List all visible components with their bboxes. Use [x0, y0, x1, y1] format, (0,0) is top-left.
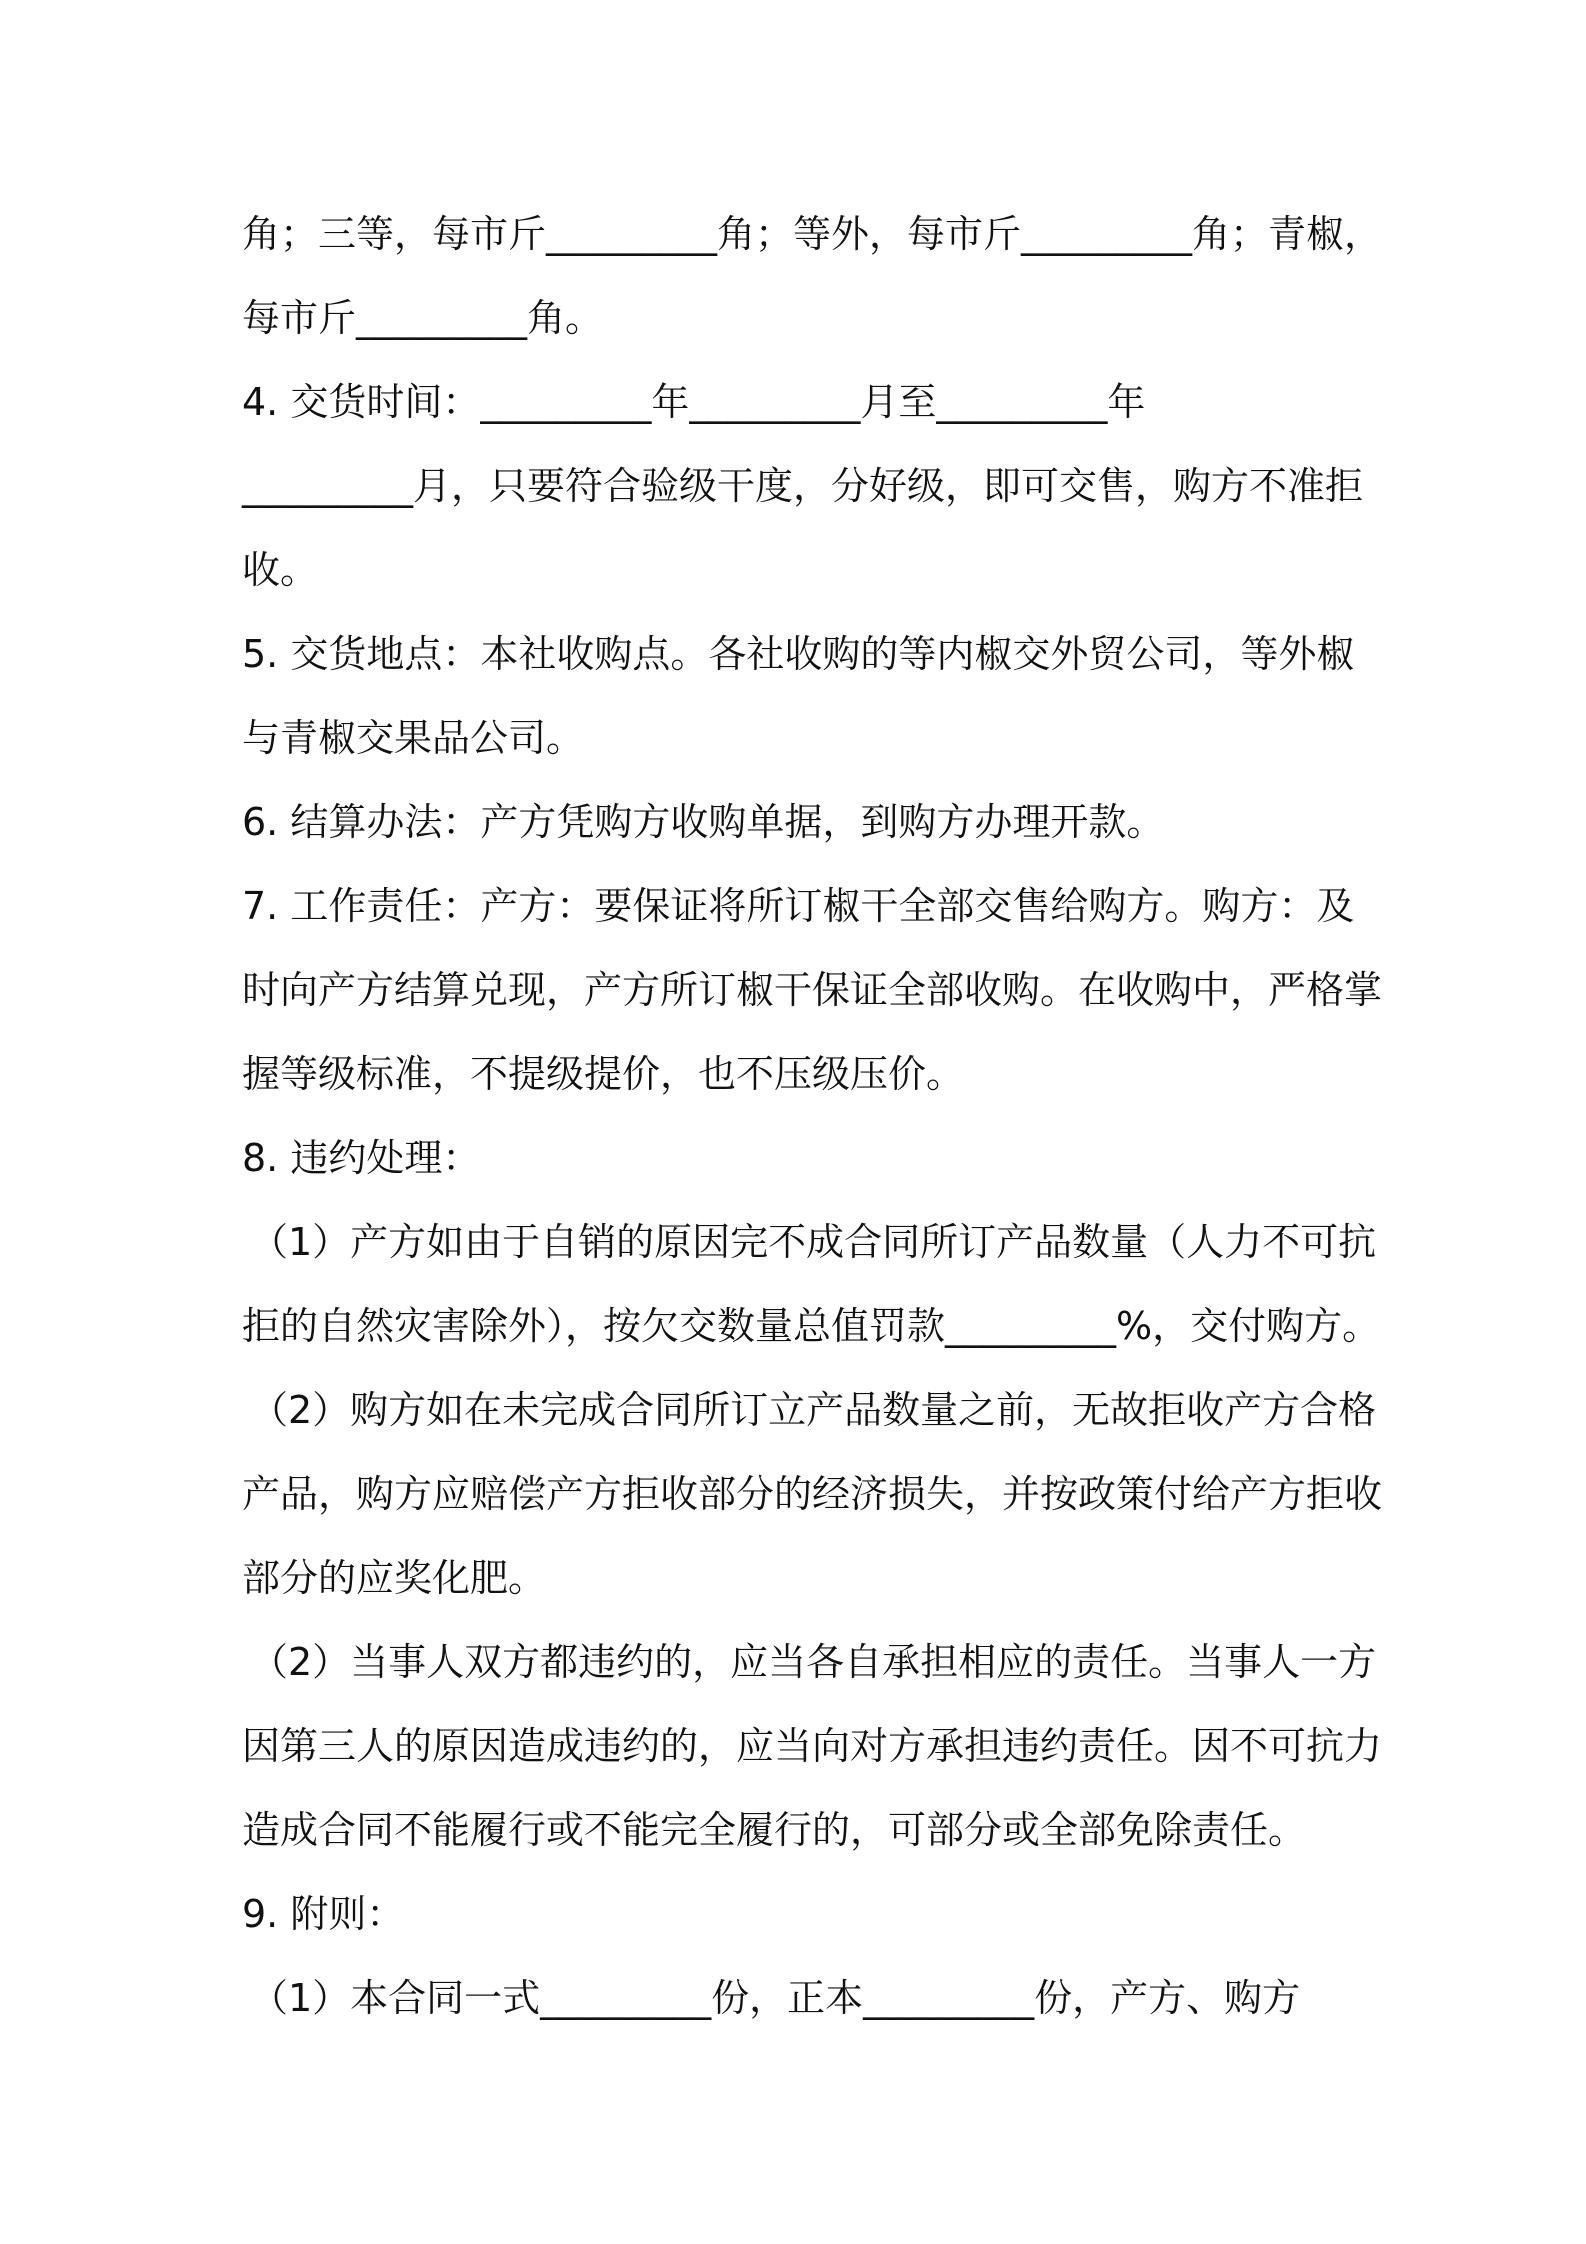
- text-line-11: 握等级标准，不提级提价，也不压级压价。: [242, 1052, 965, 1096]
- work-responsibility-clause: 7. 工作责任：产方：要保证将所订椒干全部交售给购方。购方：及: [242, 884, 1355, 928]
- settlement-clause: 6. 结算办法：产方凭购方收购单据，到购方办理开款。: [242, 800, 1165, 844]
- breach-item-2-line-2: 产品，购方应赔偿产方拒收部分的经济损失，并按政策付给产方拒收: [242, 1472, 1383, 1516]
- delivery-time-clause: 4. 交货时间：_________年_________月至_________年: [242, 380, 1146, 424]
- text-line-4: _________月，只要符合验级干度，分好级，即可交售，购方不准拒: [242, 464, 1364, 508]
- text-line-5: 收。: [242, 548, 319, 592]
- breach-item-3-line-2: 因第三人的原因造成违约的，应当向对方承担违约责任。因不可抗力: [242, 1724, 1383, 1768]
- breach-item-3-line-3: 造成合同不能履行或不能完全履行的，可部分或全部免除责任。: [242, 1808, 1307, 1852]
- supplementary-heading: 9. 附则：: [242, 1892, 405, 1936]
- breach-item-2-line-3: 部分的应奖化肥。: [242, 1556, 547, 1600]
- text-line-2: 每市斤_________角。: [242, 296, 604, 340]
- breach-item-2-line-1: （2）购方如在未完成合同所订立产品数量之前，无故拒收产方合格: [250, 1388, 1377, 1432]
- text-line-1: 角；三等，每市斤_________角；等外，每市斤_________角；青椒，: [242, 212, 1383, 256]
- contract-text: [242, 192, 1382, 2040]
- supplementary-item-1: （1）本合同一式_________份，正本_________份，产方、购方: [250, 1976, 1301, 2020]
- delivery-location-clause: 5. 交货地点：本社收购点。各社收购的等内椒交外贸公司，等外椒: [242, 632, 1355, 676]
- text-line-10: 时向产方结算兑现，产方所订椒干保证全部收购。在收购中，严格掌: [242, 968, 1383, 1012]
- text-line-7: 与青椒交果品公司。: [242, 716, 585, 760]
- breach-handling-heading: 8. 违约处理：: [242, 1136, 481, 1180]
- breach-item-3-line-1: （2）当事人双方都违约的，应当各自承担相应的责任。当事人一方: [250, 1640, 1377, 1684]
- breach-item-1-line-2: 拒的自然灾害除外），按欠交数量总值罚款_________%，交付购方。: [242, 1304, 1381, 1348]
- breach-item-1-line-1: （1）产方如由于自销的原因完不成合同所订产品数量（人力不可抗: [250, 1220, 1377, 1264]
